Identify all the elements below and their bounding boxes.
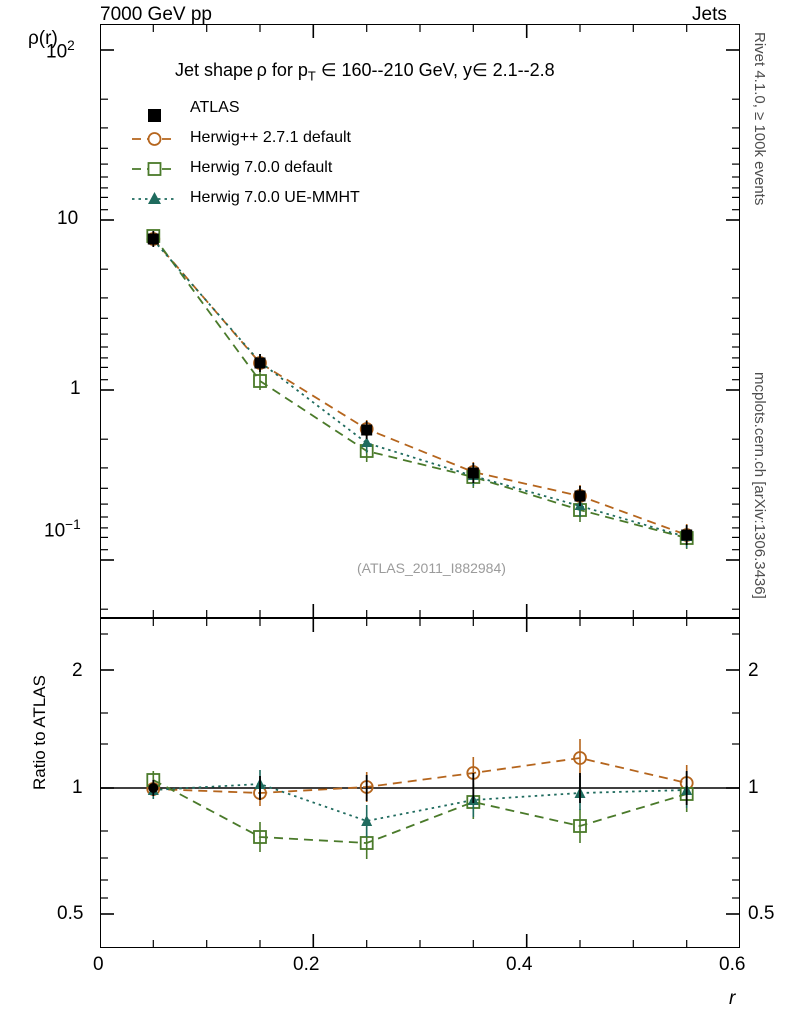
rivet-version-label: Rivet 4.1.0, ≥ 100k events [751,32,768,206]
ratio-y-tick-label-2-left: 2 [72,660,83,681]
y-tick-label-100: $10^2$ [46,38,75,63]
legend-label-herwig700-uemmht: Herwig 7.0.0 UE-MMHT [190,189,360,206]
series-herwig700-uemmht-main [148,234,692,548]
plot-title: Jet shape ρ for $p_T$ ∈ 160--210 GeV, y∈ 2.1--2.8 [175,60,555,84]
y-tick-label-0-1: $10^{-1}$ [44,517,81,542]
legend-marker-herwig700-uemmht [132,192,177,204]
ratio-y-tick-label-05-left: 0.5 [57,903,84,924]
series-herwigpp-271-ratio [147,739,692,806]
series-herwig700-default-ratio [147,771,692,859]
x-tick-label-06: 0.6 [719,954,746,975]
legend-marker-herwigpp-271 [132,133,177,145]
y-tick-label-10: 10 [57,208,79,229]
ratio-x-minor-ticks [153,618,686,948]
ratio-y-tick-label-2-right: 2 [748,660,759,681]
series-herwig700-uemmht-ratio [148,770,692,837]
ratio-x-major-ticks [100,618,740,948]
legend-marker-herwig700-default [132,163,177,175]
legend-label-herwigpp-271: Herwig++ 2.7.1 default [190,129,351,146]
header-right-label: Jets [692,4,727,25]
y-tick-label-1: 1 [70,378,81,399]
y-axis-label-main: ρ(r) [28,28,58,49]
ratio-y-tick-label-05-right: 0.5 [748,903,775,924]
x-tick-label-02: 0.2 [293,954,320,975]
ratio-y-major-ticks [100,670,740,914]
series-atlas-main [148,231,692,545]
y-axis-label-ratio: Ratio to ATLAS [30,675,49,790]
x-axis-label: r [729,988,736,1009]
series-herwigpp-271-main [147,233,692,546]
ratio-y-tick-label-1-left: 1 [72,777,83,798]
ratio-plot-canvas [100,618,740,948]
mcplots-reference-label: mcplots.cern.ch [arXiv:1306.3436] [751,372,768,599]
ratio-y-minor-ticks [100,634,740,898]
header-left-label: 7000 GeV pp [100,4,212,25]
ratio-y-tick-label-1-right: 1 [748,777,759,798]
series-herwig700-default-main [147,230,692,549]
legend-label-herwig700-default: Herwig 7.0.0 default [190,159,333,176]
x-tick-label-0: 0 [93,954,104,975]
legend-label-atlas: ATLAS [190,99,240,116]
legend-marker-atlas [148,109,161,122]
analysis-id-watermark: (ATLAS_2011_I882984) [357,560,506,576]
x-tick-label-04: 0.4 [506,954,533,975]
